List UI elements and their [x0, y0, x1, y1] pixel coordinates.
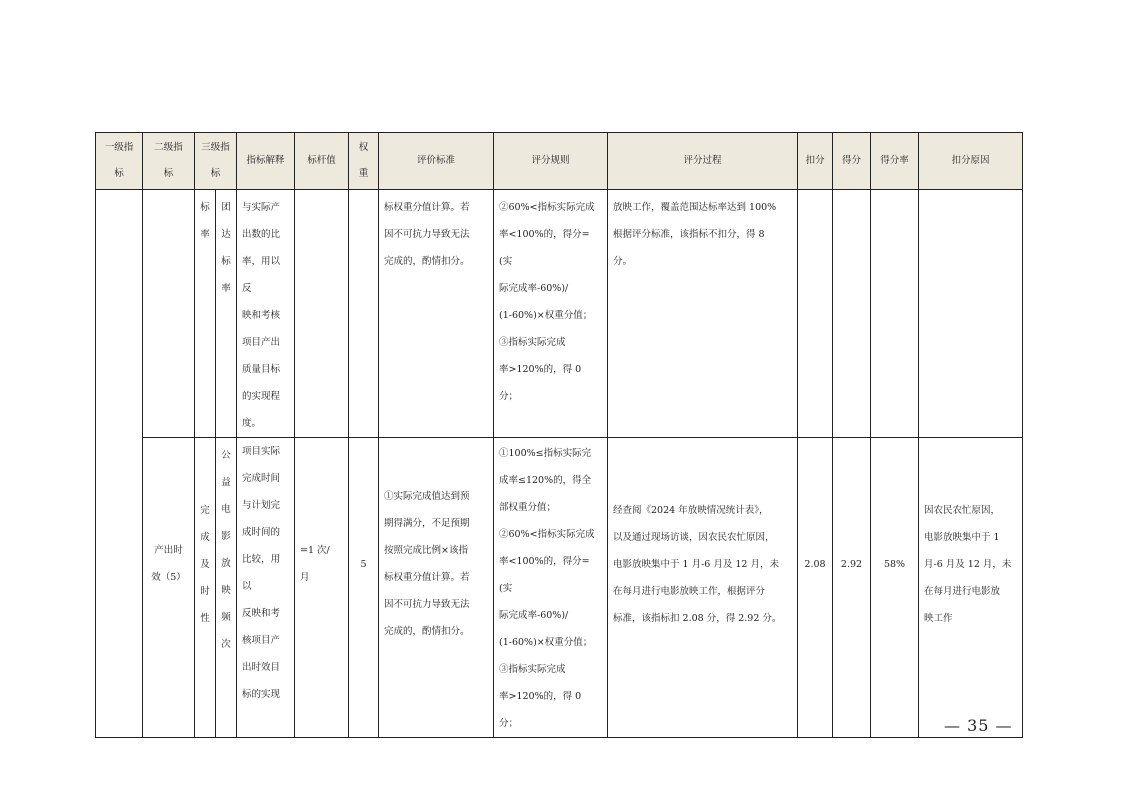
header-deduct: 扣分 [798, 133, 833, 190]
header-level2: 二级指 标 [143, 133, 195, 190]
process-cell: 经查阅《2024 年放映情况统计表》， 以及通过现场访谈，因农民农忙原因， 电影放映集中于 1 月-6 月及 12 月，未 在每月进行电影放映工作，根据评分 标准，该指标扣 2.08 分，得 2.92 分。 [608, 438, 798, 738]
level1-cell [96, 190, 143, 738]
deduct-cell: 2.08 [798, 438, 833, 738]
header-row [96, 133, 1023, 190]
header-reason: 扣分原因 [919, 133, 1023, 190]
header-rule: 评分规则 [494, 133, 608, 190]
rate-cell: 58% [871, 438, 919, 738]
header-weight: 权 重 [349, 133, 379, 190]
rate-cell [871, 190, 919, 438]
process-cell: 放映工作，覆盖范围达标率达到 100% 根据评分标准，该指标不扣分，得 8 分。 [608, 190, 798, 438]
standard-cell: ①实际完成值达到预 期得满分，不足预期 按照完成比例×该指 标权重分值计算。若 因不可抗力导致无法 完成的，酌情扣分。 [379, 438, 494, 738]
table-row [96, 438, 1023, 738]
level3a-cell: 完 成 及 时 性 [195, 438, 216, 738]
table-row [96, 190, 1023, 438]
header-level3: 三级指 标 [195, 133, 237, 190]
header-benchmark: 标杆值 [295, 133, 349, 190]
rule-cell: ①100%≤指标实际完 成率≤120%的，得全 部权重分值； ②60%<指标实际完成 率<100%的，得分=(实 际完成率-60%)/ (1-60%)×权重分值； ③指标实际完成 率>120%的，得 0 分； [494, 438, 608, 738]
header-rate: 得分率 [871, 133, 919, 190]
level3b-cell: 团 达 标 率 [216, 190, 237, 438]
weight-cell: 5 [349, 438, 379, 738]
reason-cell [919, 190, 1023, 438]
benchmark-cell: =1 次/ 月 [295, 438, 349, 738]
deduct-cell [798, 190, 833, 438]
explain-cell: 项目实际 完成时间 与计划完 成时间的 比较，用以 反映和考 核项目产 出时效目 标的实现 [237, 438, 295, 738]
header-score: 得分 [833, 133, 871, 190]
header-process: 评分过程 [608, 133, 798, 190]
standard-cell: 标权重分值计算。若 因不可抗力导致无法 完成的，酌情扣分。 [379, 190, 494, 438]
benchmark-cell [295, 190, 349, 438]
score-cell: 2.92 [833, 438, 871, 738]
explain-cell: 与实际产 出数的比 率，用以反 映和考核 项目产出 质量目标 的实现程 度。 [237, 190, 295, 438]
level3b-cell: 公 益 电 影 放 映 频 次 [216, 438, 237, 738]
header-standard: 评价标准 [379, 133, 494, 190]
header-level1: 一级指 标 [96, 133, 143, 190]
weight-cell [349, 190, 379, 438]
rule-cell: ②60%<指标实际完成 率<100%的，得分=(实 际完成率-60%)/ (1-60%)×权重分值； ③指标实际完成 率>120%的，得 0 分； [494, 190, 608, 438]
evaluation-table [95, 132, 1023, 738]
level3a-cell: 标 率 [195, 190, 216, 438]
level2-cell: 产出时 效（5） [143, 438, 195, 738]
page-number: — 35 — [944, 716, 1013, 735]
score-cell [833, 190, 871, 438]
reason-cell: 因农民农忙原因， 电影放映集中于 1 月-6 月及 12 月，未 在每月进行电影放 映工作 [919, 438, 1023, 738]
level2-cell [143, 190, 195, 438]
header-explain: 指标解释 [237, 133, 295, 190]
